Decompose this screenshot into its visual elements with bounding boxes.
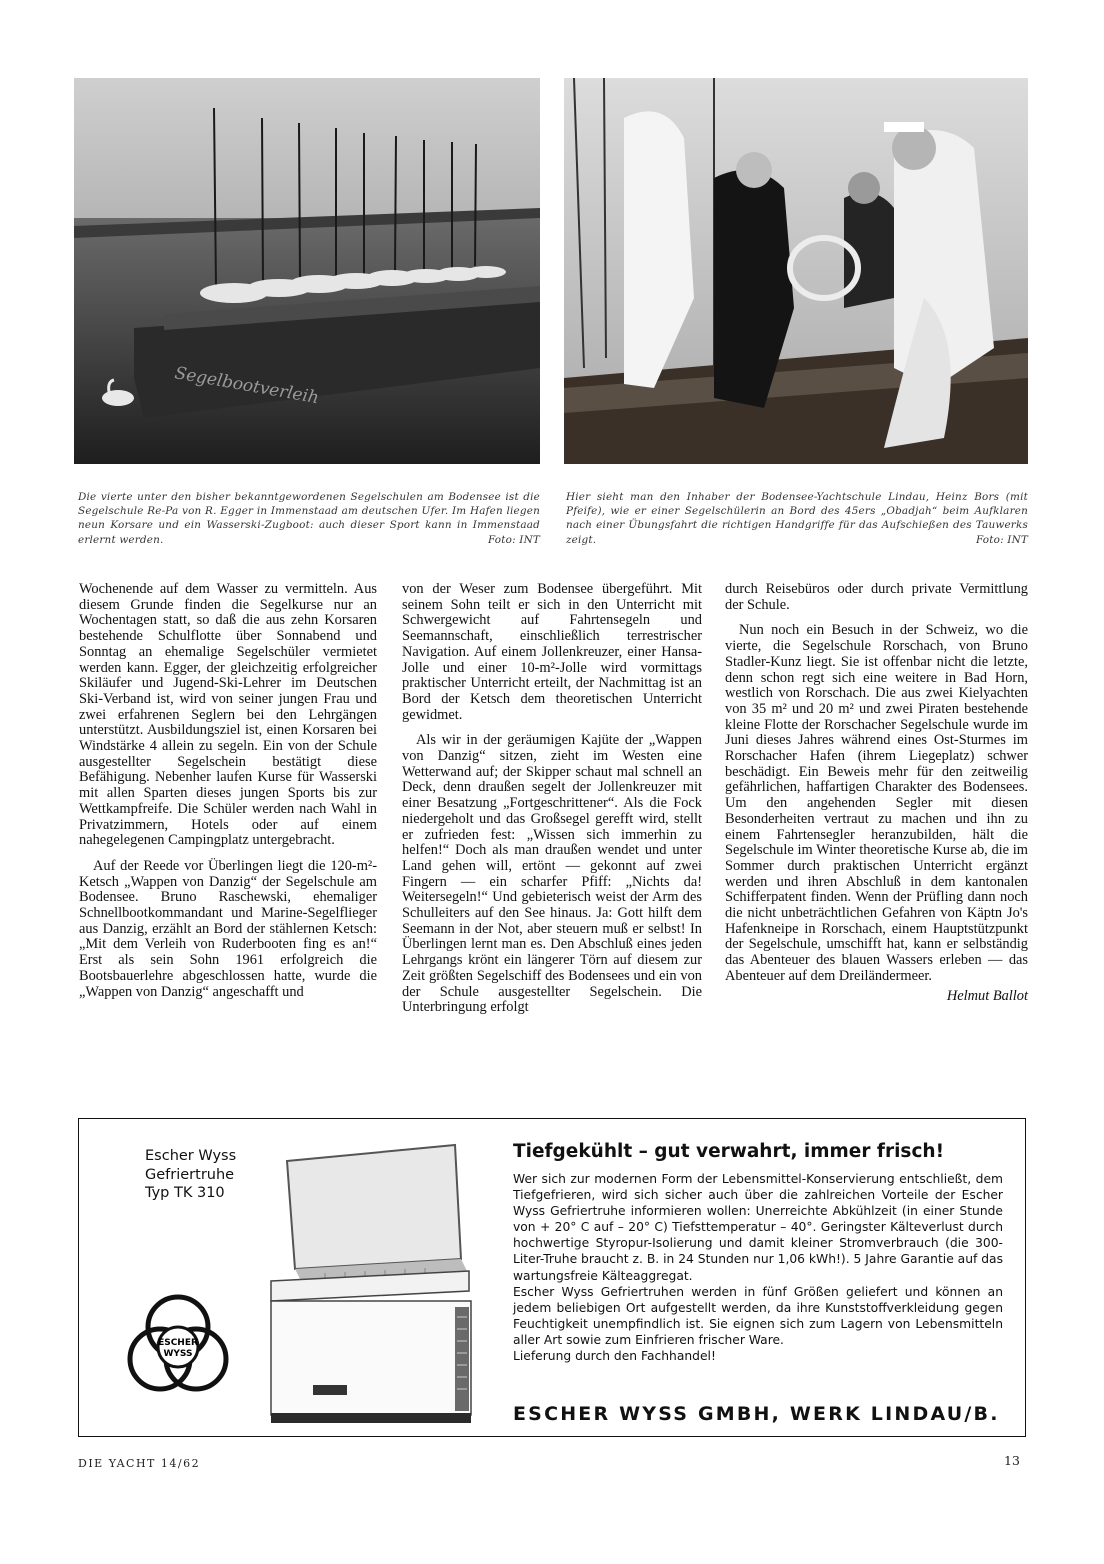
logo-text: ESCHER (158, 1338, 198, 1348)
photo-caption-right (566, 490, 1028, 547)
escher-wyss-logo-icon (123, 1289, 233, 1399)
author-signature: Helmut Ballot (946, 987, 1028, 1004)
article-paragraph: Auf der Reede vor Überlingen liegt die 120-m²-Ketsch „Wappen von Danzig“ der Segelschule am Bodensee. Bruno Raschewski, ehemaliger Schnellbootkommandant und Marine-Segelflieger aus Danzig, erzählt an Bord der stählernen Ketsch: „Mit dem Verleih von Ruderbooten fing es an!“ Erst als sein Sohn 1961 erfolgreich die Bootsbauerlehre abgeschlossen hatte, wurde die „Wappen von Danzig“ angeschafft und (79, 857, 377, 1000)
photo-credit: Foto: INT (975, 533, 1028, 546)
ad-paragraph: Wer sich zur modernen Form der Lebensmittel-Konservierung entschließt, dem Tiefgefrieren, wird sich sicher auch über die zahlreichen Vorteile der Escher Wyss Gefriertruhe informieren wollen: Unerreichte Abkühlzeit (in einer Stunde von + 20° C auf – 20° C) Tiefsttemperatur – 40°. Geringster Kälteverlust durch hochwertige Styropur-Isolierung und damit kleiner Stromverbrauch (die 300-Liter-Truhe braucht z. B. in 24 Stunden nur 1,06 kWh!). 5 Jahre Garantie auf das wartungsfreie Kälteaggregat. (513, 1172, 1003, 1283)
ad-body (513, 1171, 1003, 1364)
photo-credit: Foto: INT (487, 533, 540, 546)
caption-text: Die vierte unter den bisher bekanntgewordenen Segelschulen am Bodensee ist die Segelschule Re-Pa von R. Egger in Immenstaad am deutschen Ufer. Im Hafen liegen neun Korsare und ein Wasserski-Zugboot: auch dieser Sport kann in Immenstaad erlernt werden. (78, 491, 540, 546)
ad-product-line: Gefriertruhe (145, 1166, 235, 1183)
ad-headline: Tiefgekühlt – gut verwahrt, immer frisch! (513, 1141, 945, 1162)
article-column-2 (402, 582, 702, 1016)
chest-freezer-photo-icon (265, 1141, 489, 1425)
article-paragraph: von der Weser zum Bodensee übergeführt. Mit seinem Sohn teilt er sich in den Unterricht mit Schwergewicht auf Fahrtensegeln und Seemannschaft, einschließlich terrestrischer Navigation. Auf einem Jollenkreuzer, einer Hansa-Jolle und einer 10-m²-Jolle wird vormittags praktischer Unterricht erteilt, der Nachmittag ist an Bord der Ketsch dem theoretischen Unterricht gewidmet. (402, 581, 702, 723)
article-paragraph: Wochenende auf dem Wasser zu vermitteln. Aus diesem Grunde finden die Segelkurse nur an Wochentagen statt, so daß die aus zehn Korsaren bestehende Schulflotte über Sonnabend und Sonntag an ehemalige Segelschüler vermietet werden kann. Egger, der gleichzeitig erfolgreicher Skiläufer und Jugend-Ski-Lehrer im Deutschen Ski-Verband ist, wird von seiner jungen Frau und zwei erfahrenen Seglern bei den Lehrgängen unterstützt. Ausbildungsziel ist, einen Korsaren bei Windstärke 4 allein zu segeln. Ein von der Schule ausgestellter Segelschein bestätigt diese Befähigung. Nebenher laufen Kurse für Wasserski mit allen Sparten dieses jungen Sports bis zur Wettkampfreife. Die Schüler werden nach Wahl in Privatzimmern, Hotels oder auf einem nahegelegenen Campingplatz untergebracht. (79, 581, 377, 849)
page-number: 13 (1004, 1453, 1020, 1468)
logo-text: WYSS (163, 1349, 193, 1359)
sailors-photo (564, 78, 1028, 464)
caption-text: Hier sieht man den Inhaber der Bodensee-Yachtschule Lindau, Heinz Bors (mit Pfeife), wie er einer Segelschülerin an Bord des 45ers „Obadjah“ beim Aufklaren nach einer Übungsfahrt die richtigen Handgriffe für das Aufschießen des Tauwerks zeigt. (566, 491, 1028, 546)
ad-product-line: Escher Wyss (145, 1148, 237, 1164)
article-paragraph: durch Reisebüros oder durch private Vermittlung der Schule. (725, 581, 1028, 613)
ad-paragraph: Escher Wyss Gefriertruhen werden in fünf Größen geliefert und können an jedem beliebigen Ort aufgestellt werden, da ihre Kunststoffverkleidung gegen Feuchtigkeit unempfindlich ist. Sie eignen sich zum Lagern von Lebensmitteln aller Art sowie zum Einfrieren frischer Ware. (513, 1284, 1003, 1347)
magazine-issue: DIE YACHT 14/62 (78, 1457, 201, 1470)
harbor-photo (74, 78, 540, 464)
article-column-3 (725, 582, 1028, 1004)
photo-caption-left (78, 490, 540, 547)
ad-product-line: Typ TK 310 (145, 1185, 225, 1201)
ad-company-name: ESCHER WYSS GMBH, WERK LINDAU/B. (513, 1403, 1000, 1425)
article-paragraph: Als wir in der geräumigen Kajüte der „Wappen von Danzig“ sitzen, zieht im Westen eine Wetterwand auf; der Skipper schaut mal schnell an Deck, denn draußen segelt der Jollenkreuzer mit einer Besatzung „Fortgeschrittener“. Als die Fock niedergeholt und das Großsegel gerefft wird, stellt er zufrieden fest: „Wissen sich immerhin zu helfen!“ Doch als man draußen wendet und unter Land gehen will, ertönt — gekonnt auf zwei Fingern — ein scharfer Pfiff: „Nichts da! Weitersegeln!“ Und gebieterisch weist der Arm des Schulleiters auf den See hinaus. Ja: Gott hilft dem Seemann in der Not, aber steuern muß er selbst! In Überlingen lernt man es. Den Abschluß eines jeden Lehrgangs krönt ein längerer Törn auf diesem zur Zeit größten Segelschiff des Bodensees und ein von der Schule ausgestellter Segelschein. Die Unterbringung erfolgt (402, 732, 702, 1016)
article-paragraph: Nun noch ein Besuch in der Schweiz, wo die vierte, die Segelschule Rorschach, von Bruno Stadler-Kunz liegt. Sie ist offenbar nicht die letzte, denn schon regt sich eine weitere in Bad Horn, westlich von Rorschach. Die aus zwei Kielyachten von 35 m² und 20 m² und zwei Piraten bestehende kleine Flotte der Rorschacher Segelschule wurde im Juni dieses Jahres während eines Ost-Sturmes im Rorschacher Hafen (ihrem Liegeplatz) schwer beschädigt. Ein Beweis mehr für den zeitweilig gefährlichen, haffartigen Charakter des Bodensees. Um den angehenden Segler mit diesen Besonderheiten vertraut zu machen und ihn zu einem Fahrtensegler heranzubilden, hält die Segelschule im Winter theoretische Kurse ab, die im Sommer durch praktischen Unterricht ergänzt werden und ihren Abschluß in dem kantonalen Schifferpatent finden. Wenn der Prüfling dann noch die nicht unbeträchtlichen Gefahren von Käptn Jo's Hafenkneipe in Rorschach, einem Hauptstützpunkt der Segelschule, umschifft hat, kann er selbständig das Abenteuer des blauen Wassers erleben — das Abenteuer auf dem Dreiländermeer. (725, 622, 1028, 984)
harbor-photo-icon (74, 78, 540, 464)
ad-paragraph: Lieferung durch den Fachhandel! (513, 1349, 716, 1364)
advertisement-box (78, 1118, 1026, 1437)
boat-lettering: Segelbootverleih (173, 363, 321, 409)
sailors-on-deck-photo-icon (564, 78, 1028, 464)
article-column-1 (79, 582, 377, 1000)
ad-product-label (145, 1147, 236, 1203)
